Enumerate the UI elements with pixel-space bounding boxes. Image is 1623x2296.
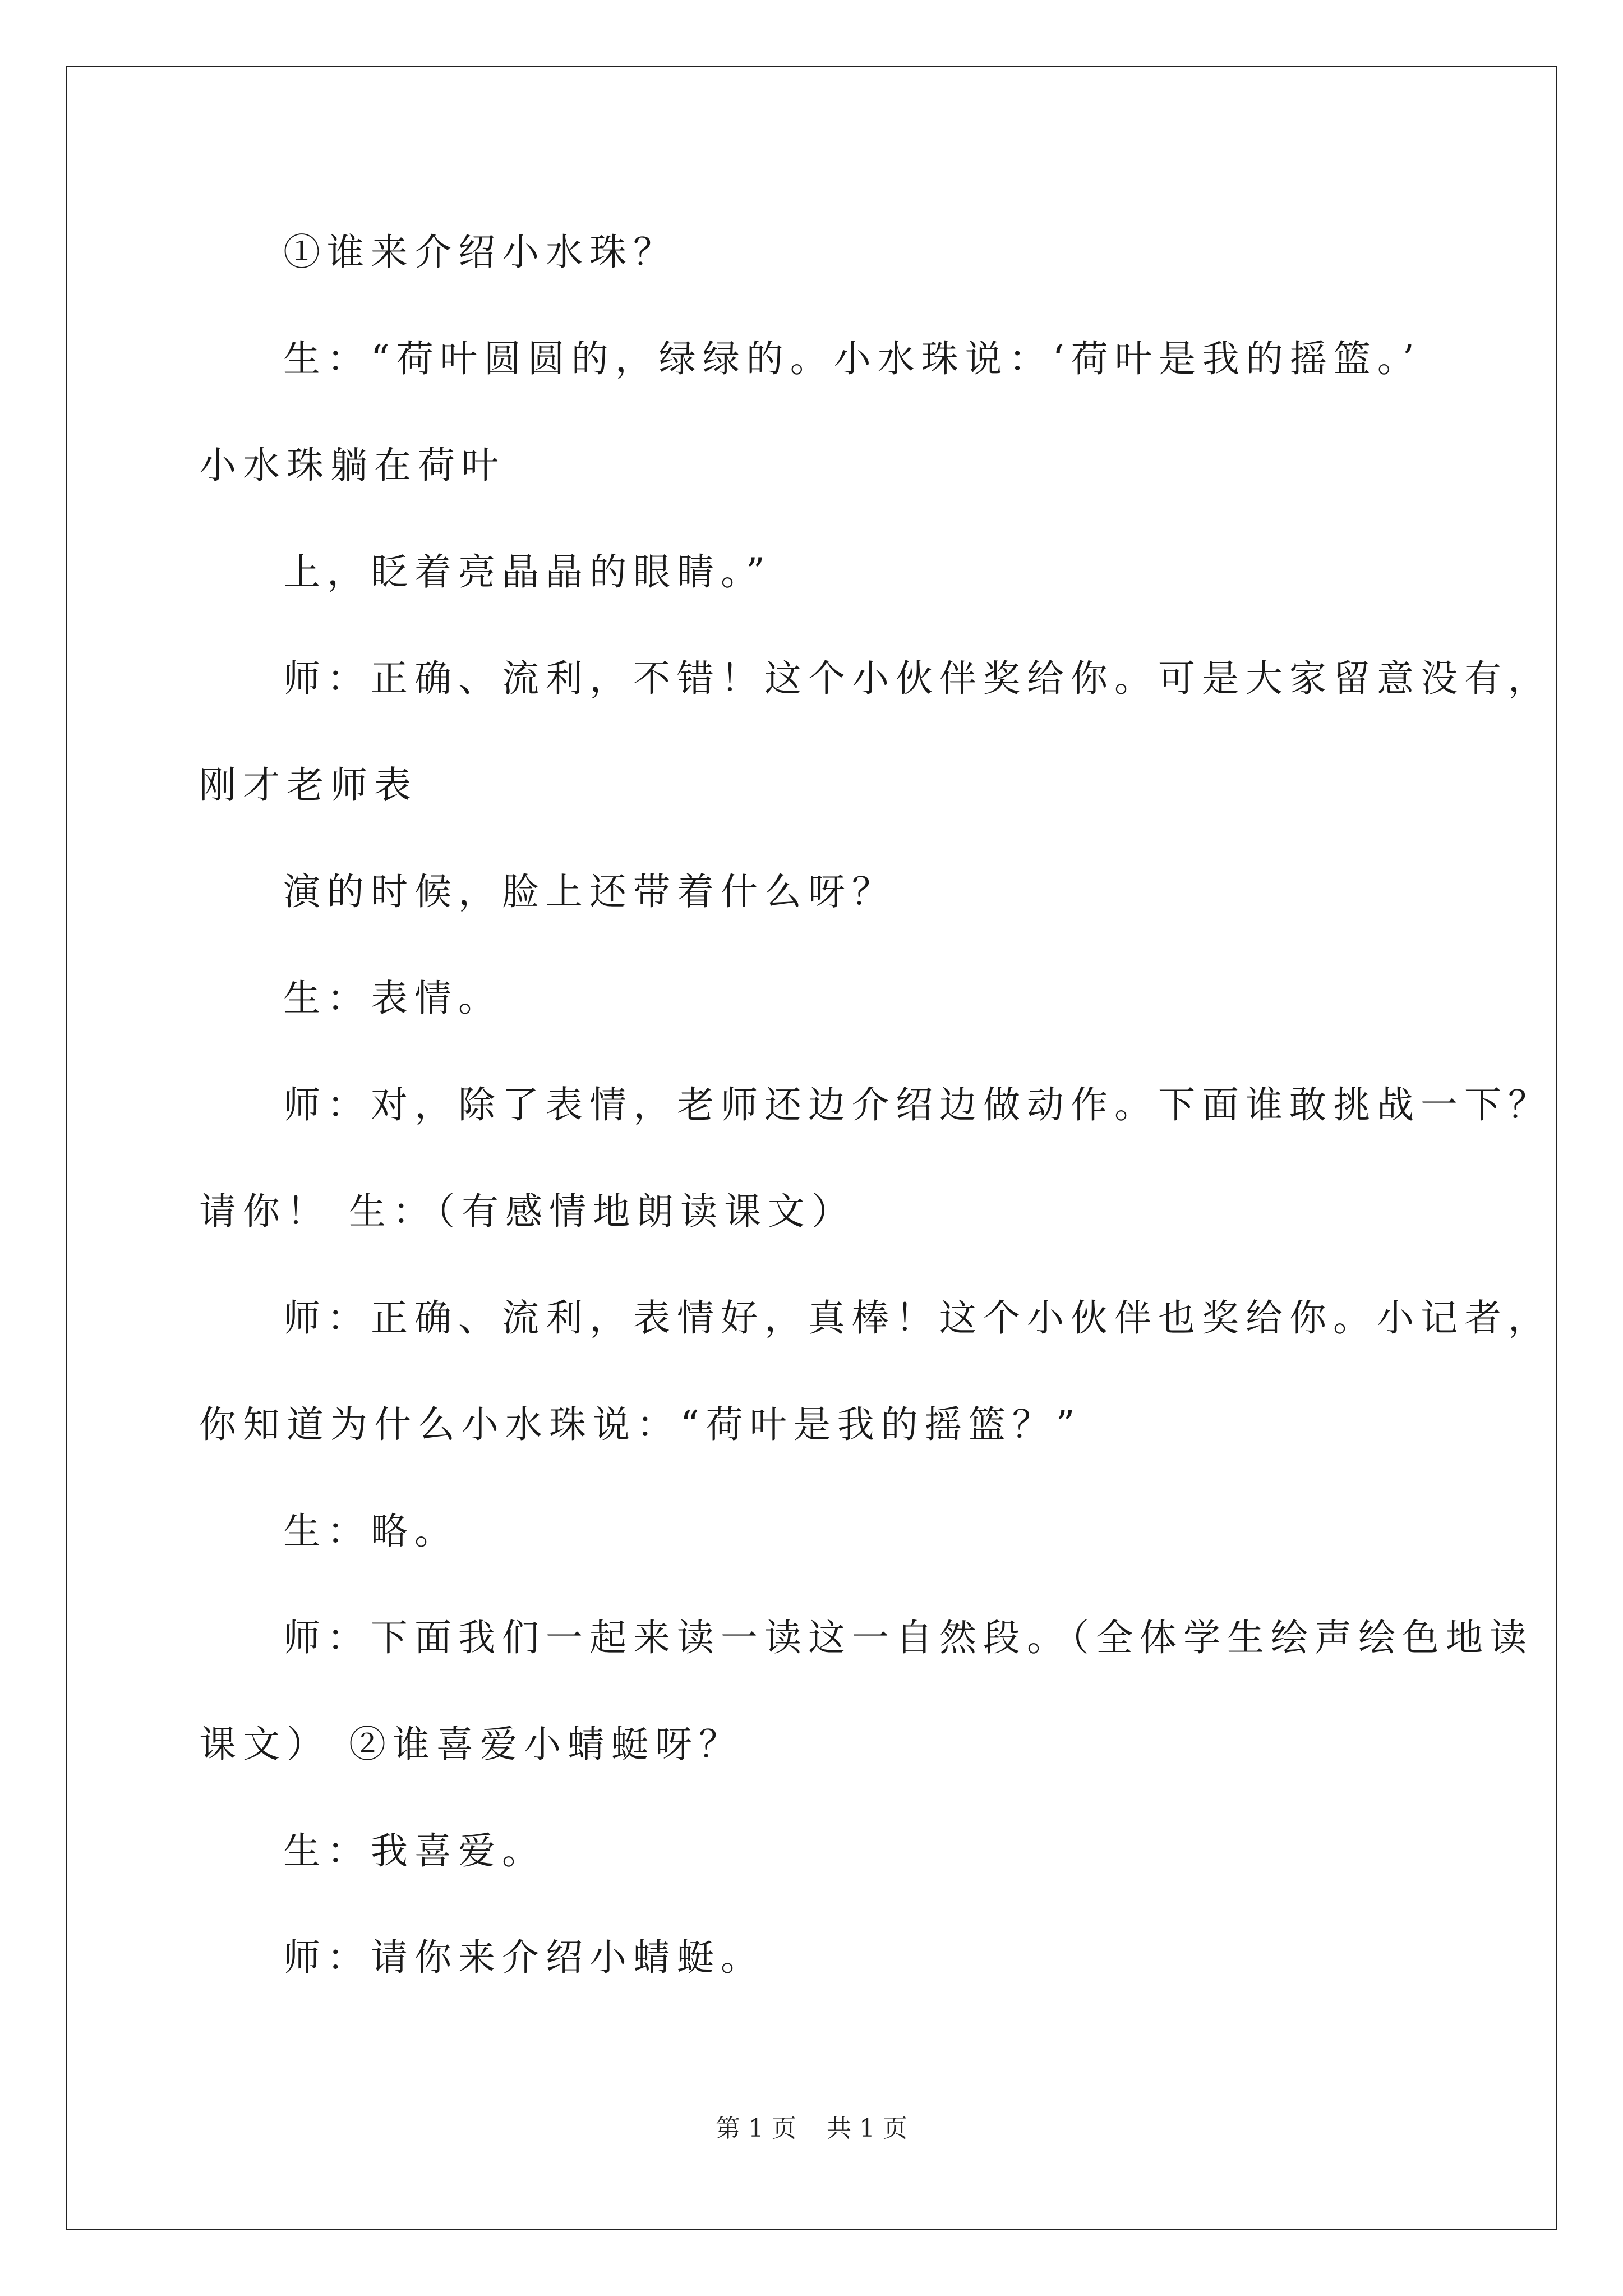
page-border: [66, 66, 1557, 2230]
text-line: 生：略。: [283, 1510, 458, 1553]
text-line: 师：请你来介绍小蜻蜓。: [283, 1936, 764, 1979]
text-line: 师：对，除了表情，老师还边介绍边做动作。下面谁敢挑战一下？: [283, 1083, 1552, 1126]
current-page-number: 第 1 页: [716, 2114, 796, 2143]
text-line: 生：表情。: [283, 977, 502, 1020]
text-line: 师：正确、流利，不错！这个小伙伴奖给你。可是大家留意没有，: [283, 657, 1552, 700]
total-page-count: 共 1 页: [827, 2114, 907, 2143]
text-line: 课文） ②谁喜爱小蜻蜓呀？: [199, 1723, 743, 1766]
text-line: 生：“荷叶圆圆的，绿绿的。小水珠说：‘荷叶是我的摇篮。’: [283, 337, 1421, 380]
text-line: 师：正确、流利，表情好，真棒！这个小伙伴也奖给你。小记者，: [283, 1296, 1552, 1340]
text-line: 师：下面我们一起来读一读这一自然段。（全体学生绘声绘色地读: [283, 1616, 1533, 1659]
text-line: 刚才老师表: [199, 763, 418, 807]
page-footer: [0, 2112, 1623, 2146]
text-line: 演的时候，脸上还带着什么呀？: [283, 870, 896, 913]
text-line: 小水珠躺在荷叶: [199, 444, 505, 487]
text-line: 上，眨着亮晶晶的眼睛。”: [283, 550, 772, 593]
text-line: 生：我喜爱。: [283, 1829, 546, 1872]
text-line: 请你！ 生：（有感情地朗读课文）: [199, 1190, 855, 1233]
text-line: 你知道为什么小水珠说：“荷叶是我的摇篮？”: [199, 1403, 1082, 1446]
text-line: ①谁来介绍小水珠？: [283, 231, 677, 274]
